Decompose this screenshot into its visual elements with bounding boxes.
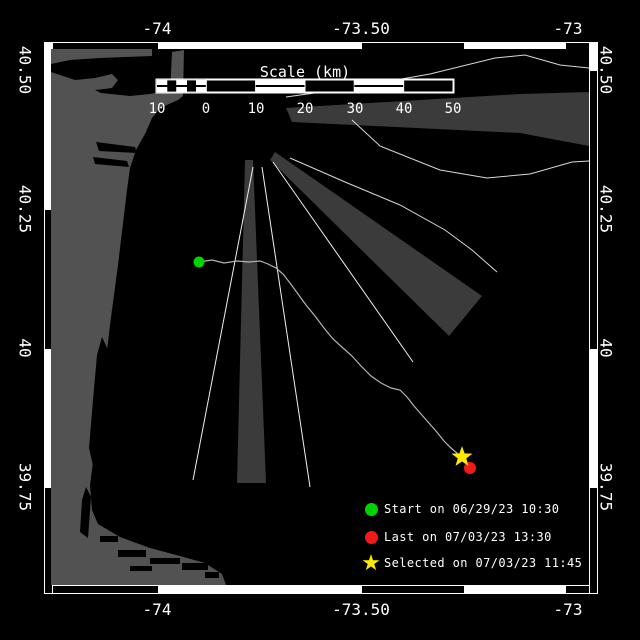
latitude-tick-label: 40 (596, 338, 616, 358)
water-polygon (150, 558, 180, 564)
scalebar-tick-label: 10 (247, 101, 265, 117)
water-polygon (205, 572, 219, 578)
longitude-tick-label: -74 (142, 19, 172, 38)
scalebar-section (206, 80, 255, 92)
legend-label: Selected on 07/03/23 11:45 (384, 556, 583, 570)
longitude-tick-label: -73.50 (332, 600, 390, 619)
scalebar-title: Scale (km) (259, 63, 351, 81)
latitude-tick-label: 39.75 (596, 462, 616, 512)
longitude-tick-label: -74 (142, 600, 172, 619)
land-polygon (51, 49, 226, 585)
water-polygon (130, 566, 152, 571)
scalebar-tick-label: 20 (296, 101, 314, 117)
longitude-tick-label: -73.50 (332, 19, 390, 38)
scalebar-tick-label: 30 (346, 101, 364, 117)
water-polygon (118, 550, 146, 557)
scalebar-checker-midline (157, 85, 206, 87)
latitude-tick-label: 39.75 (15, 462, 35, 512)
longitude-tick-label: -73 (553, 600, 583, 619)
legend-label: Start on 06/29/23 10:30 (384, 502, 560, 516)
dot-icon (365, 503, 378, 516)
longitude-tick-label: -73 (553, 19, 583, 38)
water-polygon (100, 536, 118, 542)
legend-row (358, 497, 559, 521)
scalebar-tick-label: 40 (395, 101, 413, 117)
scalebar-section (305, 80, 354, 92)
dot-icon (365, 531, 378, 544)
radar-coverage-wedge (237, 160, 266, 483)
latitude-tick-label: 40.50 (15, 45, 35, 95)
latitude-tick-label: 40.25 (596, 184, 616, 234)
latitude-tick-label: 40 (15, 338, 35, 358)
star-icon: ★ (361, 550, 381, 576)
start-marker[interactable] (194, 257, 205, 268)
scalebar-tick-label: 10 (148, 101, 166, 117)
scalebar-section-midline (256, 85, 305, 87)
legend-label: Last on 07/03/23 13:30 (384, 530, 552, 544)
legend-row (358, 551, 582, 575)
radar-coverage-wedge (286, 92, 589, 146)
water-polygon (182, 563, 208, 570)
last-marker-icon (358, 531, 384, 544)
frame-band-bottom (45, 585, 597, 593)
selected-marker-icon (358, 550, 384, 576)
scalebar-section (404, 80, 453, 92)
scalebar-tick-label: 0 (201, 101, 211, 117)
latitude-tick-label: 40.25 (15, 184, 35, 234)
scalebar-tick-label: 50 (444, 101, 462, 117)
legend-row (358, 525, 552, 549)
latitude-tick-label: 40.50 (596, 45, 616, 95)
start-marker-icon (358, 503, 384, 516)
map-plot-area[interactable] (51, 49, 589, 585)
radar-beam-ray (262, 167, 310, 487)
scalebar-section-midline (354, 85, 403, 87)
